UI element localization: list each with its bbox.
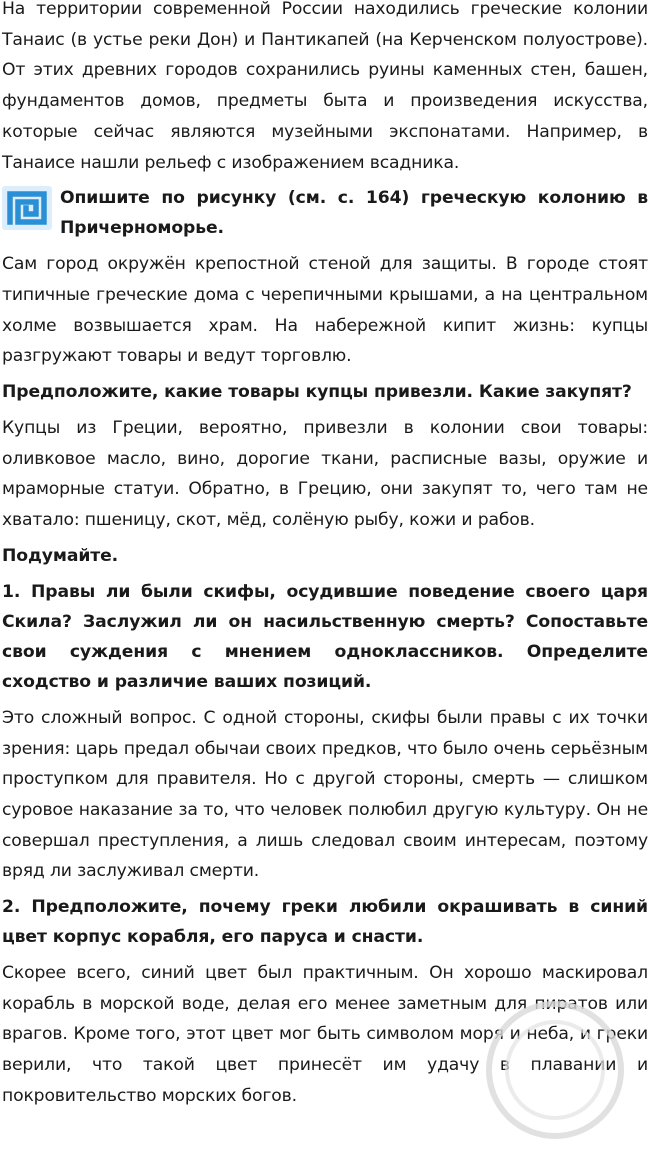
intro-paragraph: На территории современной России находились греческие колонии Танаис (в устье реки Дон) и Пантикапей (на Керченском полуострове). От этих древних городов сохранились руины каменных стен, башен, фундаментов домов, предметы быта и произведения искусства, которые сейчас являются музейными экспонатами. Например, в Танаисе нашли рельеф с изображением всадника. <box>2 0 648 173</box>
answer-2: Скорее всего, синий цвет был практичным. Он хорошо маскировал корабль в морской воде, делая его менее заметным для пиратов или врагов. Кроме того, этот цвет мог быть символом моря и неба, и греки верили, что такой цвет принесёт им удачу в плавании и покровительство морских богов. <box>2 963 648 1106</box>
task-answer: Сам город окружён крепостной стеной для защиты. В городе стоят типичные греческие дома с черепичными крышами, а на центральном холме возвышается храм. На набережной кипит жизнь: купцы разгружают товары и ведут торговлю. <box>2 254 648 367</box>
question-1: 1. Правы ли были скифы, осудившие поведение своего царя Скила? Заслужил ли он насильственную смерть? Сопоставьте свои суждения с мнением одноклассников. Определите сходство и различие ваших позиций. <box>2 581 648 692</box>
greek-meander-icon <box>2 186 52 230</box>
question-2: 2. Предположите, почему греки любили окрашивать в синий цвет корпус корабля, его паруса и снасти. <box>2 897 648 948</box>
goods-question: Предположите, какие товары купцы привезли. Какие закупят? <box>2 382 632 403</box>
task-block <box>2 183 648 243</box>
answer-1: Это сложный вопрос. С одной стороны, скифы были правы с их точки зрения: царь предал обычаи своих предков, что было очень серьёзным проступком для правителя. Но с другой стороны, смерть — слишком суровое наказание за то, что человек полюбил другую культуру. Он не совершал преступления, а лишь следовал своим интересам, поэтому вряд ли заслуживал смерти. <box>2 707 648 882</box>
goods-answer: Купцы из Греции, вероятно, привезли в колонии свои товары: оливковое масло, вино, дорогие ткани, расписные вазы, оружие и мраморные статуи. Обратно, в Грецию, они закупят то, чего там не хватало: пшеницу, скот, мёд, солёную рыбу, кожи и рабов. <box>2 418 648 531</box>
task-question: Опишите по рисунку (см. с. 164) греческую колонию в Причерноморье. <box>60 188 648 239</box>
think-heading: Подумайте. <box>2 545 119 566</box>
